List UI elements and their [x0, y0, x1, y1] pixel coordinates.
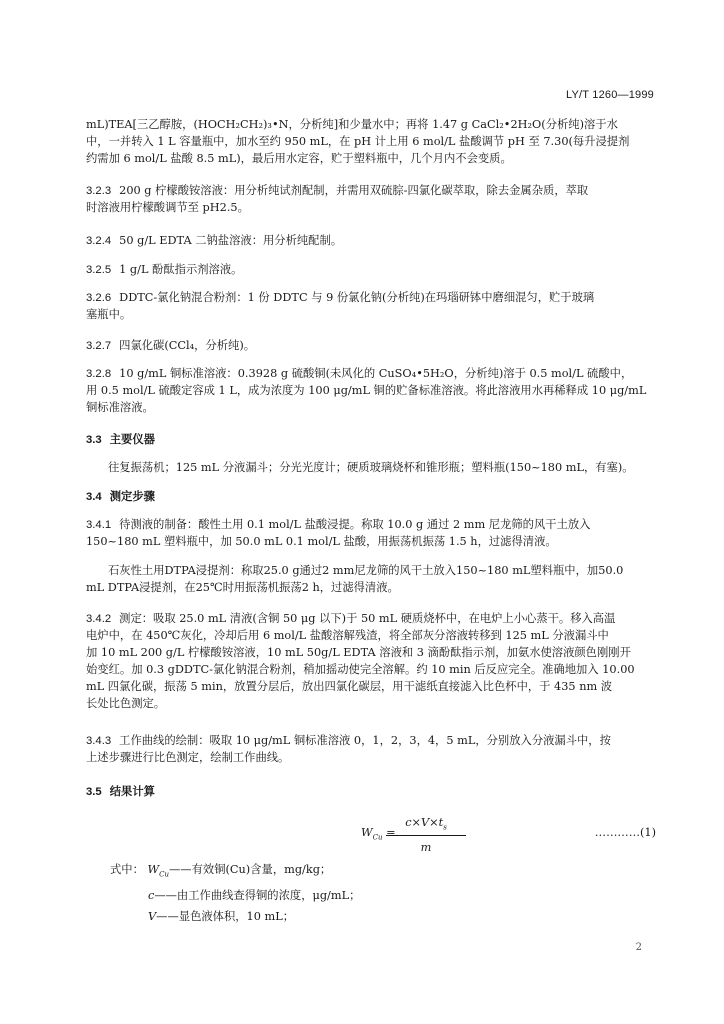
section-3-2-3 [86, 183, 588, 217]
section-number: 3.4.1 [86, 519, 112, 531]
definition-row [148, 909, 294, 926]
definition-symbol: $W_{Cu}$ [147, 863, 169, 879]
section-3-2-5 [86, 262, 242, 279]
text-line: 测定：吸取 25.0 mL 清液(含铜 50 μg 以下)于 50 mL 硬质烧杯中，在电炉上小心蒸干。移入高温 [119, 612, 616, 625]
definitions-intro: 式中： [110, 863, 144, 876]
section-number: 3.2.3 [86, 185, 112, 197]
section-3-3-text [86, 460, 634, 477]
section-3-4-1 [86, 517, 590, 551]
definition-symbol: V [148, 910, 157, 923]
section-number: 3.2.4 [86, 235, 112, 247]
formula-denominator: m [420, 840, 432, 854]
standard-number: LY/T 1260—1999 [565, 89, 654, 101]
text-line: 上述步骤进行比色测定，绘制工作曲线。 [86, 750, 290, 764]
text-line: 铜标准溶液。 [86, 400, 154, 414]
text-line: 往复振荡机；125 mL 分液漏斗；分光光度计；硬质玻璃烧杯和锥形瓶；塑料瓶(150~180 mL，有塞)。 [108, 461, 634, 474]
definition-text: ——有效铜(Cu)含量，mg/kg； [169, 863, 332, 876]
text-line: 加 10 mL 200 g/L 柠檬酸铵溶液，10 mL 50g/L EDTA 溶液和 3 滴酚酞指示剂，加氨水使溶液颜色刚刚开 [86, 645, 631, 659]
definition-text: ——显色液体积，10 mL； [156, 910, 295, 923]
text-line: 塞瓶中。 [86, 307, 132, 321]
section-number: 3.3 [86, 434, 102, 446]
definition-symbol: c [148, 889, 155, 902]
section-number: 3.2.6 [86, 292, 112, 304]
definition-row [148, 888, 360, 905]
page-number: 2 [635, 942, 642, 953]
formula-numerator: $c\times V\times t_s$ [386, 815, 466, 836]
intro-continuation [86, 117, 629, 168]
text-line: 长处比色测定。 [86, 696, 166, 710]
section-3-4-1-para2 [86, 563, 623, 597]
text-line: 50 g/L EDTA 二钠盐溶液：用分析纯配制。 [119, 234, 343, 247]
section-3-2-6 [86, 290, 594, 324]
text-line: 约需加 6 mol/L 盐酸 8.5 mL)，最后用水定容，贮于塑料瓶中，几个月内不会变质。 [86, 151, 512, 165]
text-line: 1 g/L 酚酞指示剂溶液。 [119, 263, 243, 276]
text-line: mL)TEA[三乙醇胺，(HOCH₂CH₂)₃•N，分析纯]和少量水中；再将 1.47 g CaCl₂•2H₂O(分析纯)溶于水 [86, 118, 618, 131]
formula-1 [86, 815, 656, 865]
definition-row [110, 862, 331, 880]
section-number: 3.5 [86, 786, 102, 798]
definition-text: ——由工作曲线查得铜的浓度，μg/mL； [154, 889, 361, 902]
text-line: mL DTPA浸提剂，在25℃时用振荡机振荡2 h，过滤得清液。 [86, 580, 399, 594]
text-line: 始变红。加 0.3 gDDTC-氯化钠混合粉剂，稍加摇动使完全溶解。约 10 min 后反应完全。准确地加入 10.00 [86, 662, 635, 676]
text-line: 石灰性土用DTPA浸提剂：称取25.0 g通过2 mm尼龙筛的风干土放入150~180 mL塑料瓶中，加50.0 [108, 564, 624, 577]
text-line: DDTC-氯化钠混合粉剂：1 份 DDTC 与 9 份氯化钠(分析纯)在玛瑙研钵中磨细混匀，贮于玻璃 [119, 291, 595, 304]
text-line: 用 0.5 mol/L 硫酸定容成 1 L，成为浓度为 100 μg/mL 铜的贮备标准溶液。将此溶液用水再稀释成 10 μg/mL [86, 383, 647, 397]
section-number: 3.2.7 [86, 340, 112, 352]
text-line: 150~180 mL 塑料瓶中，加 50.0 mL 0.1 mol/L 盐酸，用振荡机振荡 1.5 h，过滤得清液。 [86, 534, 557, 548]
section-title: 测定步骤 [109, 491, 155, 503]
section-3-5-heading [86, 784, 155, 801]
section-3-3-heading [86, 432, 155, 449]
section-number: 3.2.5 [86, 264, 112, 276]
section-number: 3.2.8 [86, 368, 112, 380]
formula-lhs: $W_{Cu}$ = [361, 826, 396, 842]
section-number: 3.4.3 [86, 735, 112, 747]
equation-number: …………(1) [594, 826, 656, 839]
section-title: 结果计算 [109, 786, 155, 798]
section-3-2-4 [86, 233, 342, 250]
text-line: 电炉中，在 450℃灰化，冷却后用 6 mol/L 盐酸溶解残渣，将全部灰分溶液转移到 125 mL 分液漏斗中 [86, 628, 609, 642]
section-3-2-8 [86, 366, 646, 417]
section-3-4-3 [86, 733, 611, 767]
text-line: 200 g 柠檬酸铵溶液：用分析纯试剂配制，并需用双硫腙-四氯化碳萃取，除去金属杂质，萃取 [119, 184, 589, 197]
text-line: mL 四氯化碳，振荡 5 min，放置分层后，放出四氯化碳层，用干滤纸直接滤入比色杯中，于 435 nm 波 [86, 679, 613, 693]
text-line: 工作曲线的绘制：吸取 10 μg/mL 铜标准溶液 0，1，2，3，4，5 mL，分别放入分液漏斗中，按 [119, 734, 611, 747]
text-line: 时溶液用柠檬酸调节至 pH2.5。 [86, 200, 249, 214]
text-line: 10 g/mL 铜标准溶液：0.3928 g 硫酸铜(未风化的 CuSO₄•5H₂O，分析纯)溶于 0.5 mol/L 硫酸中， [119, 367, 633, 380]
section-number: 3.4.2 [86, 613, 112, 625]
section-3-4-heading [86, 489, 155, 506]
text-line: 四氯化碳(CCl₄，分析纯)。 [119, 339, 256, 352]
formula-fraction [386, 815, 466, 857]
section-3-2-7 [86, 338, 255, 355]
section-number: 3.4 [86, 491, 102, 503]
section-title: 主要仪器 [109, 434, 155, 446]
text-line: 中，一并转入 1 L 容量瓶中，加水至约 950 mL，在 pH 计上用 6 mol/L 盐酸调节 pH 至 7.30(每升浸提剂 [86, 134, 630, 148]
text-line: 待测液的制备：酸性土用 0.1 mol/L 盐酸浸提。称取 10.0 g 通过 2 mm 尼龙筛的风干土放入 [119, 518, 591, 531]
section-3-4-2 [86, 611, 635, 713]
